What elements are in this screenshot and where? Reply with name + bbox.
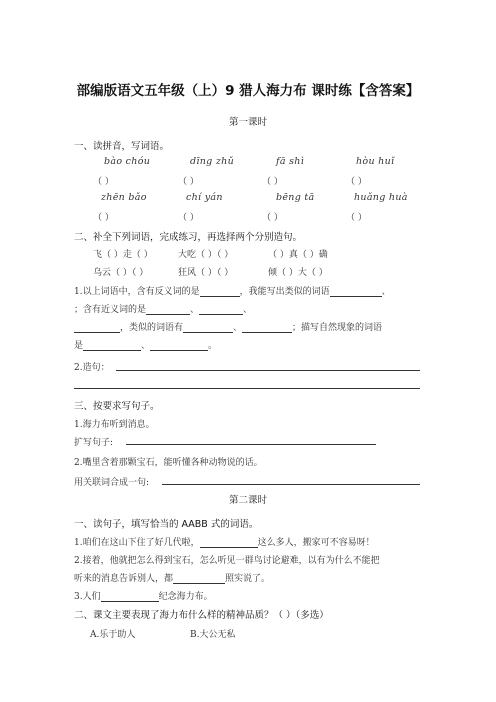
section-3-heading: 三、按要求写句子。 xyxy=(74,401,160,412)
idiom-fill[interactable]: 大吃（ ）（ ） xyxy=(178,250,234,260)
question-2-1-line-4: 是 、 。 xyxy=(74,341,218,351)
answer-box[interactable]: （ ） xyxy=(178,177,199,187)
answer-blank[interactable] xyxy=(200,538,258,548)
question-3-2-label: 用关联词合成一句: xyxy=(74,478,150,488)
answer-box[interactable]: （ ） xyxy=(93,177,114,187)
question-3-1: 1.海力布听到消息。 xyxy=(74,420,155,430)
pinyin-2: dīng zhǔ xyxy=(190,156,234,167)
pinyin-5: zhēn bǎo xyxy=(101,192,147,203)
pinyin-4: hòu huǐ xyxy=(356,156,395,167)
answer-box[interactable]: （ ） xyxy=(346,177,367,187)
answer-blank[interactable] xyxy=(150,341,208,351)
section-1-heading: 一、读拼音，写词语。 xyxy=(74,141,170,152)
question-2-2-label: 2.造句： xyxy=(74,363,110,373)
section-2-heading: 二、补全下列词语，完成练习，再选择两个分别造句。 xyxy=(74,232,303,243)
answer-blank[interactable] xyxy=(83,341,141,351)
answer-blank[interactable] xyxy=(242,323,292,333)
answer-line[interactable] xyxy=(126,444,376,445)
lesson2-question-1: 1.咱们在这山下住了好几代啦， 这么多人，搬家可不容易呀！ xyxy=(74,538,375,548)
question-2-1: 1.以上词语中，含有反义词的是 ，我能写出类似的词语 、 xyxy=(74,287,391,297)
lesson2-question-2: 2.接着，他就把怎么得到宝石，怎么听见一群鸟讨论避难，以有为什么不能把 xyxy=(74,556,380,566)
idiom-fill[interactable]: 飞（ ）走（ ） xyxy=(93,250,153,260)
pinyin-7: bēng tā xyxy=(276,192,315,203)
answer-box[interactable]: （ ） xyxy=(262,213,283,223)
question-2-1-line-2: ；含有近义词的是 、 、 xyxy=(74,305,253,315)
answer-box[interactable]: （ ） xyxy=(262,177,283,187)
lesson2-section-2-heading: 二、课文主要表现了海力布什么样的精神品质？（ ）（多选） xyxy=(74,610,329,621)
answer-blank[interactable] xyxy=(173,574,225,584)
answer-blank[interactable] xyxy=(183,323,233,333)
pinyin-8: huǎng huà xyxy=(354,192,408,203)
page-title: 部编版语文五年级（上）9 猎人海力布 课时练【含答案】 xyxy=(76,83,420,99)
answer-blank[interactable] xyxy=(199,305,243,315)
lesson-heading-2: 第二课时 xyxy=(228,495,267,506)
answer-box[interactable]: （ ） xyxy=(178,213,199,223)
question-3-1-label: 扩写句子: xyxy=(74,438,114,448)
answer-blank[interactable] xyxy=(146,305,190,315)
answer-box[interactable]: （ ） xyxy=(93,213,114,223)
option-a[interactable]: A.乐于助人 xyxy=(90,630,136,640)
answer-blank[interactable] xyxy=(330,287,382,297)
lesson2-section-1-heading: 一、读句子，填写恰当的 AABB 式的词语。 xyxy=(74,519,259,530)
answer-line[interactable] xyxy=(74,388,420,389)
lesson-heading-1: 第一课时 xyxy=(228,117,267,128)
answer-line[interactable] xyxy=(162,484,420,485)
idiom-fill[interactable]: 狂风（ ）（ ） xyxy=(178,268,234,278)
answer-blank[interactable] xyxy=(101,592,159,602)
pinyin-6: chí yán xyxy=(186,192,223,203)
answer-blank[interactable] xyxy=(74,323,120,333)
idiom-fill[interactable]: （ ）真（ ）确 xyxy=(268,250,328,260)
lesson2-question-2-line-2: 听来的消息告诉别人，都 照实说了。 xyxy=(74,574,271,584)
pinyin-3: fā shì xyxy=(276,156,305,167)
question-3-2: 2.嘴里含着那颗宝石，能听懂各种动物说的话。 xyxy=(74,458,263,468)
pinyin-1: bào chóu xyxy=(104,156,151,167)
lesson2-question-3: 3.人们 纪念海力布。 xyxy=(74,592,213,602)
idiom-fill[interactable]: 倾（ ）大（ ） xyxy=(268,268,328,278)
question-2-1-line-3: ，类似的词语有 、 ；描写自然现象的词语 xyxy=(74,320,382,333)
answer-blank[interactable] xyxy=(200,287,240,297)
answer-line[interactable] xyxy=(116,370,420,371)
option-b[interactable]: B.大公无私 xyxy=(190,630,236,640)
idiom-fill[interactable]: 乌云（ ）（ ） xyxy=(93,268,149,278)
answer-box[interactable]: （ ） xyxy=(346,213,367,223)
